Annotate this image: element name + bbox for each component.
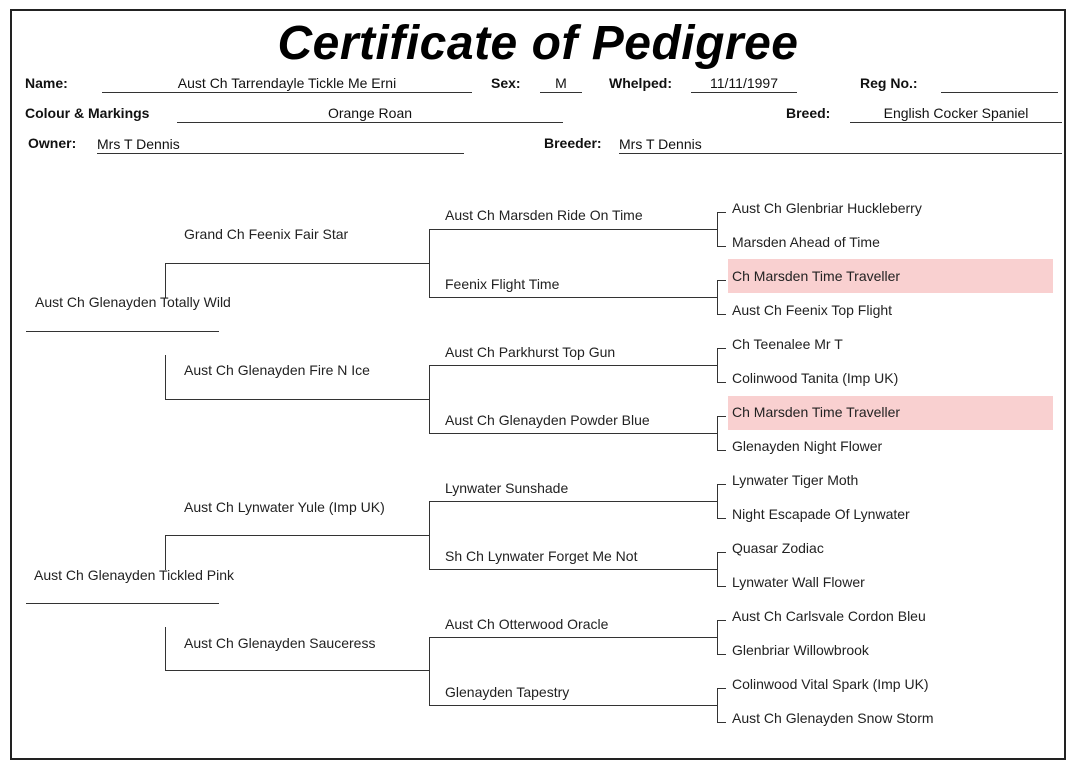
- breed-value: English Cocker Spaniel: [850, 104, 1062, 123]
- ancestor-name: Ch Teenalee Mr T: [732, 336, 843, 352]
- ancestor-name: Glenayden Night Flower: [732, 438, 883, 454]
- sex-label: Sex:: [491, 75, 521, 91]
- connector-line: [165, 627, 166, 671]
- ancestor-name: Aust Ch Feenix Top Flight: [732, 302, 893, 318]
- gen4-tick: [717, 484, 726, 485]
- ancestor-name: Aust Ch Carlsvale Cordon Bleu: [732, 608, 926, 624]
- grandparent-name: Grand Ch Feenix Fair Star: [184, 226, 349, 242]
- gen3-line: [429, 297, 718, 298]
- whelped-label: Whelped:: [609, 75, 672, 91]
- gen4-tick: [717, 450, 726, 451]
- gen4-tick: [717, 382, 726, 383]
- ancestor-name: Aust Ch Glenbriar Huckleberry: [732, 200, 922, 216]
- ancestor-name: Night Escapade Of Lynwater: [732, 506, 910, 522]
- connector-line: [717, 416, 718, 450]
- gen4-tick: [717, 518, 726, 519]
- gen4-tick: [717, 212, 726, 213]
- ancestor-name: Glenbriar Willowbrook: [732, 642, 869, 658]
- breeder-value: Mrs T Dennis: [619, 135, 1062, 154]
- great-grandparent-name: Glenayden Tapestry: [445, 684, 570, 700]
- connector-line: [717, 484, 718, 518]
- sire-name: Aust Ch Glenayden Totally Wild: [35, 294, 231, 310]
- gen4-tick: [717, 416, 726, 417]
- grandparent-name: Aust Ch Lynwater Yule (Imp UK): [184, 499, 385, 515]
- connector-line: [165, 355, 166, 400]
- gen1-line: [26, 331, 219, 332]
- gen3-line: [429, 569, 718, 570]
- ancestor-name: Colinwood Tanita (Imp UK): [732, 370, 899, 386]
- name-value: Aust Ch Tarrendayle Tickle Me Erni: [102, 74, 472, 93]
- gen2-line: [165, 670, 430, 671]
- ancestor-name: Ch Marsden Time Traveller: [732, 268, 901, 284]
- ancestor-name: Marsden Ahead of Time: [732, 234, 880, 250]
- gen4-tick: [717, 280, 726, 281]
- ancestor-name: Ch Marsden Time Traveller: [732, 404, 901, 420]
- great-grandparent-name: Aust Ch Otterwood Oracle: [445, 616, 609, 632]
- great-grandparent-name: Aust Ch Marsden Ride On Time: [445, 207, 643, 223]
- regno-label: Reg No.:: [860, 75, 918, 91]
- regno-value: [941, 74, 1058, 93]
- great-grandparent-name: Lynwater Sunshade: [445, 480, 569, 496]
- whelped-value: 11/11/1997: [691, 74, 797, 93]
- colour-value: Orange Roan: [177, 104, 563, 123]
- gen2-line: [165, 535, 430, 536]
- great-grandparent-name: Feenix Flight Time: [445, 276, 560, 292]
- gen4-tick: [717, 348, 726, 349]
- connector-line: [717, 212, 718, 246]
- grandparent-name: Aust Ch Glenayden Fire N Ice: [184, 362, 370, 378]
- gen3-line: [429, 501, 718, 502]
- connector-line: [165, 263, 166, 298]
- breed-label: Breed:: [786, 105, 831, 121]
- gen3-line: [429, 229, 718, 230]
- gen2-line: [165, 263, 430, 264]
- gen4-tick: [717, 314, 726, 315]
- sex-value: M: [540, 74, 582, 93]
- great-grandparent-name: Aust Ch Glenayden Powder Blue: [445, 412, 650, 428]
- gen3-line: [429, 433, 718, 434]
- gen3-line: [429, 705, 718, 706]
- connector-line: [429, 501, 430, 570]
- connector-line: [717, 620, 718, 654]
- ancestor-name: Quasar Zodiac: [732, 540, 824, 556]
- breeder-label: Breeder:: [544, 135, 602, 151]
- gen3-line: [429, 365, 718, 366]
- ancestor-name: Aust Ch Glenayden Snow Storm: [732, 710, 934, 726]
- connector-line: [717, 280, 718, 314]
- grandparent-name: Aust Ch Glenayden Sauceress: [184, 635, 376, 651]
- certificate-title: Certificate of Pedigree: [277, 17, 799, 70]
- ancestor-name: Lynwater Wall Flower: [732, 574, 865, 590]
- colour-label: Colour & Markings: [25, 105, 150, 121]
- connector-line: [717, 552, 718, 586]
- gen3-line: [429, 637, 718, 638]
- gen4-tick: [717, 552, 726, 553]
- gen4-tick: [717, 688, 726, 689]
- gen1-line: [26, 603, 219, 604]
- gen4-tick: [717, 586, 726, 587]
- connector-line: [429, 365, 430, 434]
- name-label: Name:: [25, 75, 68, 91]
- ancestor-name: Lynwater Tiger Moth: [732, 472, 859, 488]
- owner-value: Mrs T Dennis: [97, 135, 464, 154]
- gen2-line: [165, 399, 430, 400]
- connector-line: [717, 688, 718, 722]
- owner-label: Owner:: [28, 135, 77, 151]
- connector-line: [429, 229, 430, 298]
- ancestor-name: Colinwood Vital Spark (Imp UK): [732, 676, 929, 692]
- connector-line: [717, 348, 718, 382]
- connector-line: [165, 535, 166, 570]
- great-grandparent-name: Aust Ch Parkhurst Top Gun: [445, 344, 616, 360]
- dam-name: Aust Ch Glenayden Tickled Pink: [34, 567, 234, 583]
- great-grandparent-name: Sh Ch Lynwater Forget Me Not: [445, 548, 638, 564]
- connector-line: [429, 637, 430, 706]
- gen4-tick: [717, 246, 726, 247]
- gen4-tick: [717, 620, 726, 621]
- gen4-tick: [717, 654, 726, 655]
- gen4-tick: [717, 722, 726, 723]
